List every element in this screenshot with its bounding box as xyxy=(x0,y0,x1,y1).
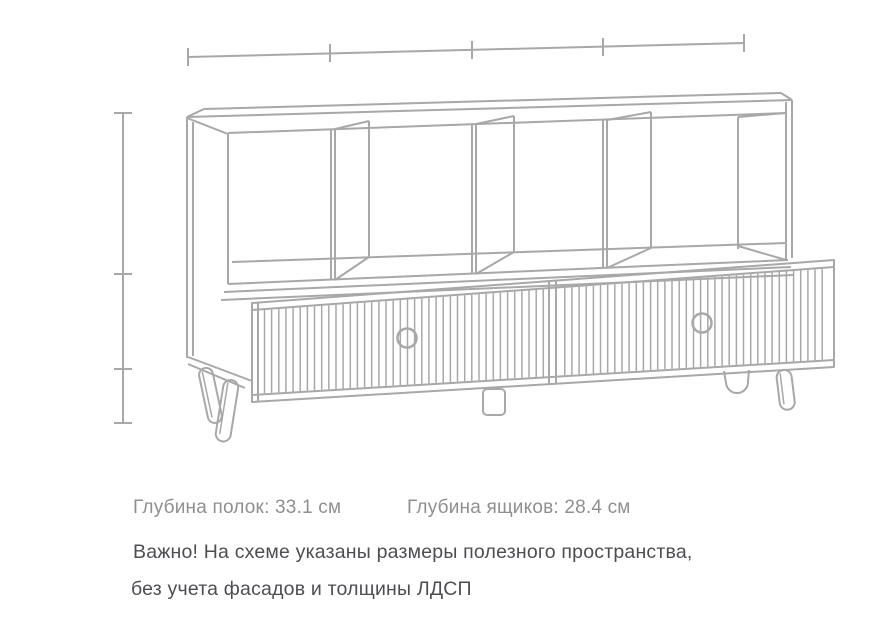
right-front-leg xyxy=(776,369,796,411)
important-note-line1: Важно! На схеме указаны размеры полезного пространства, xyxy=(133,541,693,563)
important-note-line2: без учета фасадов и толщины ЛДСП xyxy=(131,578,472,600)
legs xyxy=(198,367,796,443)
height-dimension-line xyxy=(114,113,132,423)
drawer-front-panel xyxy=(252,260,834,402)
left-front-leg xyxy=(215,379,240,443)
shelf-depth-label: Глубина полок: 33.1 см xyxy=(133,497,342,518)
drawer-depth-label: Глубина ящиков: 28.4 см xyxy=(407,497,631,518)
shelf-interior xyxy=(221,113,793,300)
right-drawer-knob xyxy=(693,314,712,333)
drawer-gap xyxy=(549,280,556,384)
center-leg xyxy=(483,389,505,415)
shelf-dividers xyxy=(331,112,651,280)
width-dimension-line xyxy=(188,34,744,66)
